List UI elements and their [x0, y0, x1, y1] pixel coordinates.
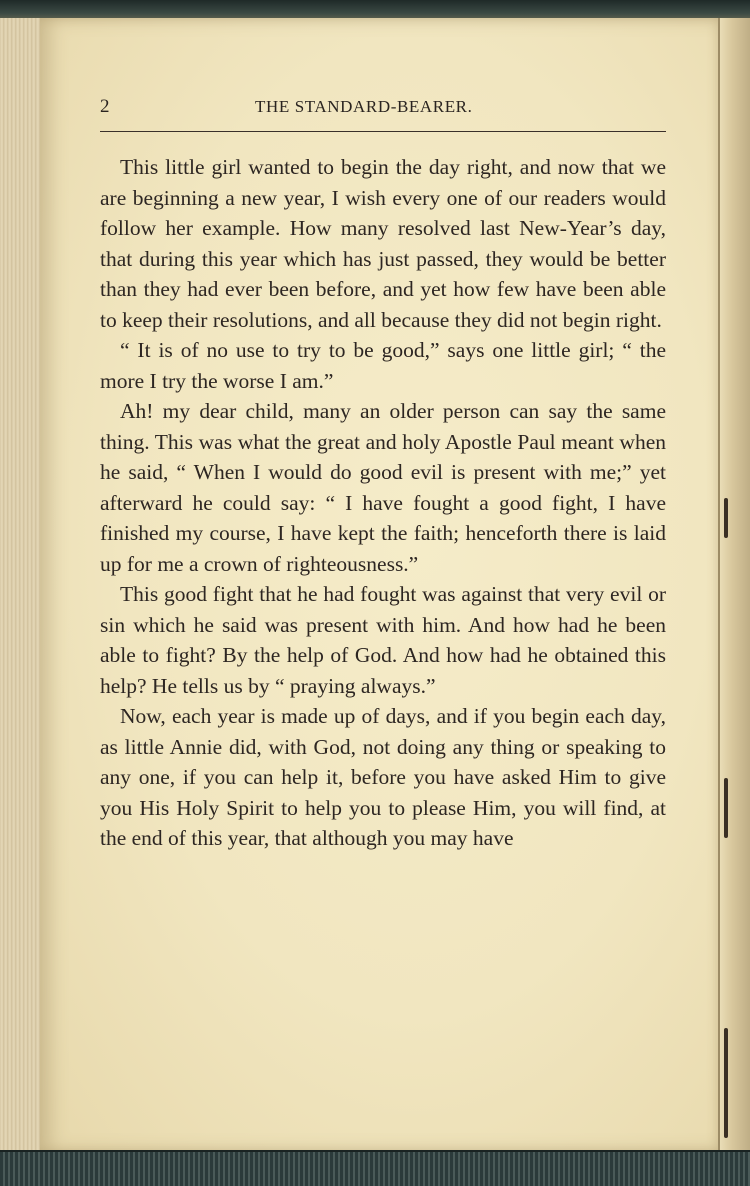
page-number: 2: [100, 96, 110, 117]
edge-mark: [724, 778, 728, 838]
book-right-edge: [718, 18, 750, 1152]
page-header: [100, 92, 670, 122]
edge-mark: [724, 1028, 728, 1138]
paragraph: This little girl wanted to begin the day right, and now that we are beginning a new year, I wish every one of our readers would follow her example. How many resolved last New-Year’s day, that during this year which has just passed, they would be better than they had ever been before, and yet how few have been able to keep their resolutions, and all because they did not begin right.: [100, 155, 666, 332]
header-rule: [100, 131, 666, 132]
paragraph: Now, each year is made up of days, and if you begin each day, as little Annie did, with God, not doing any thing or speaking to any one, if you can help it, before you have asked Him to give you His Holy Spirit to help you to please Him, you will find, at the end of this year, that although you may have: [100, 704, 666, 850]
paragraph: This good fight that he had fought was against that very evil or sin which he said was present with him. And how had he been able to fight? By the help of God. And how had he obtained this help? He tells us by “ praying always.”: [100, 582, 666, 698]
paragraph: “ It is of no use to try to be good,” says one little girl; “ the more I try the worse I am.”: [100, 338, 666, 393]
paragraph: Ah! my dear child, many an older person can say the same thing. This was what the great and holy Apostle Paul meant when he said, “ When I would do good evil is present with me;” yet afterward he could say: “ I have fought a good fight, I have finished my course, I have kept the faith; henceforth there is laid up for me a crown of righteousness.”: [100, 399, 666, 576]
book-bottom-edge: [0, 1150, 750, 1186]
body-text: [100, 152, 666, 854]
page-stack-edge: [0, 18, 45, 1152]
running-head: THE STANDARD-BEARER.: [255, 97, 473, 116]
edge-mark: [724, 498, 728, 538]
